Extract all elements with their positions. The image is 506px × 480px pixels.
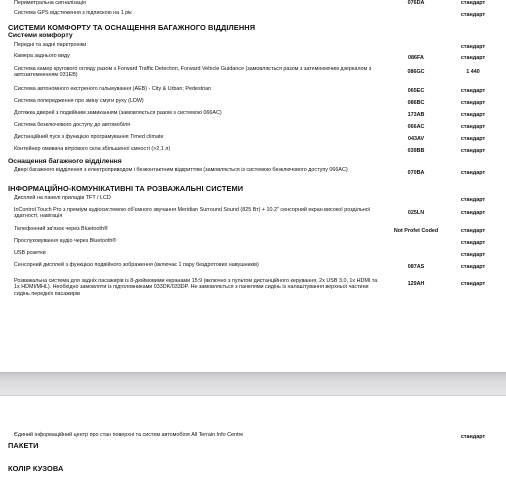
table-row bbox=[8, 144, 498, 156]
table-row bbox=[8, 205, 498, 224]
row-code: 086BC bbox=[407, 100, 425, 106]
row-code: 065EC bbox=[407, 88, 425, 94]
row-value: стандарт bbox=[460, 88, 486, 94]
row-value: стандарт bbox=[460, 264, 486, 270]
table-row bbox=[8, 8, 498, 19]
row-value: стандарт bbox=[460, 252, 486, 258]
table-row bbox=[8, 430, 498, 440]
row-description: USB розетки bbox=[14, 250, 46, 256]
row-code: Not Profet Coded bbox=[393, 228, 439, 234]
table-row bbox=[8, 108, 498, 120]
row-description: Система камер кругового огляду разом з Forward Traffic Detection, Forward Vehicle Guidance (замовляється разом з затемнюючим дзеркалом з автозатемненням 031EB) bbox=[14, 66, 372, 79]
row-value: стандарт bbox=[460, 124, 486, 130]
row-description: Контейнер омивача вітрового скла збільшеної ємності (>2,1 л) bbox=[14, 146, 171, 152]
row-value: стандарт bbox=[460, 55, 486, 61]
row-code: 043AV bbox=[407, 136, 425, 142]
row-value: стандарт bbox=[460, 44, 486, 50]
row-value: стандарт bbox=[460, 0, 486, 6]
table-row bbox=[8, 224, 498, 236]
row-description: Дистанційний пуск з функцією програмування Timed climate bbox=[14, 134, 164, 140]
table-row bbox=[8, 64, 498, 84]
row-description: Дисплей на панелі приладів TFT / LCD bbox=[14, 195, 111, 201]
document-page-bottom bbox=[0, 396, 506, 480]
table-row bbox=[8, 96, 498, 108]
section-title-infotainment: ІНФОРМАЦІЙНО-КОМУНІКАТИВНІ ТА РОЗВАЖАЛЬНІ СИСТЕМИ bbox=[8, 184, 244, 193]
row-value: стандарт bbox=[460, 100, 486, 106]
row-code: 066AC bbox=[407, 124, 425, 130]
section-title-body-color: КОЛІР КУЗОВА bbox=[8, 464, 64, 473]
row-value: стандарт bbox=[460, 210, 486, 216]
row-description: Прослуховування аудіо через Bluetooth® bbox=[14, 238, 117, 244]
table-row bbox=[8, 132, 498, 144]
row-code: 086GC bbox=[407, 69, 425, 75]
table-row bbox=[8, 84, 498, 96]
row-value: стандарт bbox=[460, 112, 486, 118]
row-description: Передні та задні парктроніки bbox=[14, 42, 87, 48]
row-code bbox=[384, 195, 448, 197]
row-code bbox=[384, 10, 448, 12]
row-value: стандарт bbox=[460, 228, 486, 234]
row-code bbox=[384, 238, 448, 240]
table-row bbox=[8, 260, 498, 276]
table-row bbox=[8, 248, 498, 260]
row-value: стандарт bbox=[460, 434, 486, 440]
row-value: стандарт bbox=[460, 148, 486, 154]
row-code: 129AH bbox=[407, 281, 425, 287]
row-value: стандарт bbox=[460, 136, 486, 142]
row-value: стандарт bbox=[460, 197, 486, 203]
spec-table-bottom bbox=[8, 396, 498, 473]
row-description: Телефонний зв'язок через Bluetooth® bbox=[14, 226, 108, 232]
row-value: стандарт bbox=[460, 281, 486, 287]
row-description: Камера заднього виду bbox=[14, 53, 70, 59]
row-description: Система попередження про зміну смуги руху (LDW) bbox=[14, 98, 144, 104]
row-description: Система GPS відстеження з підпискою на 1 рік bbox=[14, 10, 132, 16]
row-description: Система безключового доступу до автомобіля bbox=[14, 122, 131, 128]
row-code: 070BA bbox=[407, 170, 425, 176]
table-row bbox=[8, 166, 498, 184]
row-code: 087AS bbox=[407, 264, 425, 270]
table-row bbox=[8, 51, 498, 64]
row-value: стандарт bbox=[460, 12, 486, 18]
section-title-comfort: СИСТЕМИ КОМФОРТУ ТА ОСНАЩЕННЯ БАГАЖНОГО ВІДДІЛЕННЯ bbox=[8, 23, 256, 32]
row-code bbox=[384, 432, 448, 434]
row-code: 025LN bbox=[407, 210, 425, 216]
table-row bbox=[8, 0, 498, 8]
row-description: Система автономного екстреного гальмування (AEB) - City & Urban; Pedestrian bbox=[14, 86, 212, 92]
row-value: стандарт bbox=[460, 170, 486, 176]
row-description: Єдиний інформаційний центр про стан поверхні та систем автомобіля All Terrain Info Centre bbox=[14, 432, 244, 438]
table-row bbox=[8, 276, 498, 298]
row-description: InControl Touch Pro з преміум аудіосистемою об'ємного звучання Meridian Surround Sound (825 Вт) + 10.2" сенсорний екран високої роздільної здатності, навігація bbox=[14, 207, 371, 220]
row-code: 086FA bbox=[408, 55, 424, 61]
row-description: Дотяжка дверей з подвійним замиканням (замовляється разом з системою 066AC) bbox=[14, 110, 222, 116]
row-code: 173AB bbox=[407, 112, 425, 118]
page-separator bbox=[0, 372, 506, 396]
table-row bbox=[8, 236, 498, 248]
row-description: Розважальна система для задніх пасажирів із 8-дюймовими екранами 15:9 (включно з пультом дистанційного керування, 2x USB 3.0, 1x HDMI та 1x HDMI/MHL). Необхідно замовляти із підголовниками 033DK/033DP. Не замовляється з панелями сидінь із налаштування верхньої частини сидінь передніх пасажирів bbox=[14, 278, 378, 297]
table-row bbox=[8, 193, 498, 205]
subsection-title-comfort: Системи комфорту bbox=[8, 32, 73, 39]
row-value: стандарт bbox=[460, 240, 486, 246]
row-description: Двері багажного відділення з електроприводом і безконтактним відкриттям (замовляється із системою безключового доступу 066AC) bbox=[14, 167, 348, 173]
row-code: 039BB bbox=[407, 148, 425, 154]
subsection-title-luggage: Оснащення багажного відділення bbox=[8, 158, 122, 165]
table-row bbox=[8, 120, 498, 132]
row-description: Сенсорний дисплей з функцією подвійного зображення (включає 1 пару бездротових навушників) bbox=[14, 262, 259, 268]
table-row bbox=[8, 40, 498, 51]
row-code bbox=[384, 250, 448, 252]
row-value: 1 440 bbox=[466, 69, 480, 75]
row-description: Периметральна сигналізація bbox=[14, 0, 86, 6]
spec-table-top bbox=[8, 0, 498, 298]
section-title-packages: ПАКЕТИ bbox=[8, 441, 39, 450]
row-code bbox=[384, 42, 448, 44]
row-code: 076DA bbox=[407, 0, 425, 6]
